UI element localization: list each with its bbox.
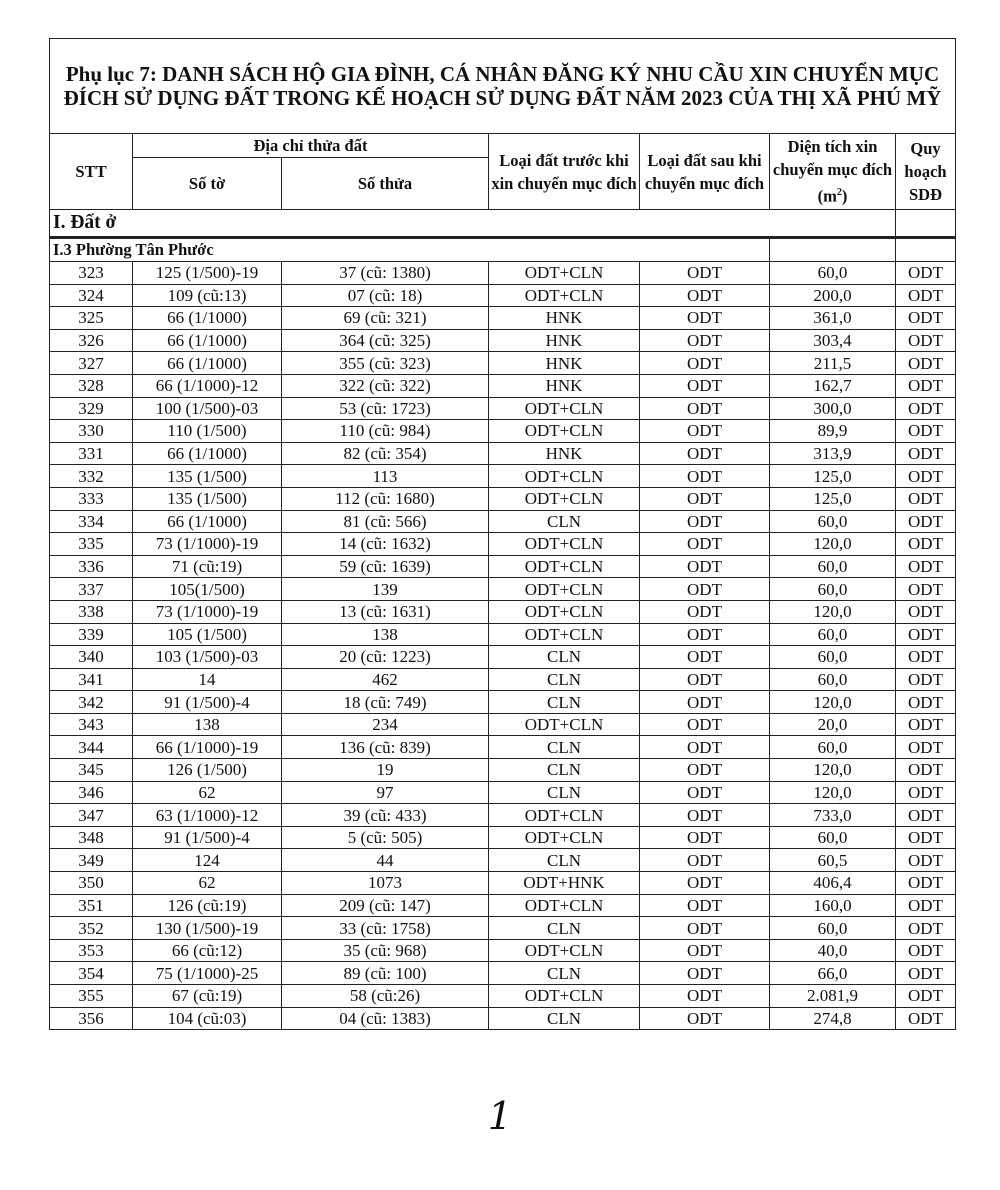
cell-land-type-after: ODT (640, 917, 770, 940)
cell-zoning: ODT (896, 307, 956, 330)
table-row (50, 465, 956, 488)
cell-zoning: ODT (896, 759, 956, 782)
header-sheet-number: Số tờ (133, 158, 282, 210)
cell-land-type-after: ODT (640, 397, 770, 420)
cell-area: 160,0 (770, 894, 896, 917)
cell-stt: 325 (50, 307, 133, 330)
table-row (50, 849, 956, 872)
cell-sheet-number: 130 (1/500)-19 (133, 917, 282, 940)
cell-zoning: ODT (896, 939, 956, 962)
table-row (50, 804, 956, 827)
cell-parcel-number: 07 (cũ: 18) (282, 284, 489, 307)
cell-area: 120,0 (770, 691, 896, 714)
table-row (50, 1007, 956, 1030)
table-row (50, 713, 956, 736)
cell-land-type-after: ODT (640, 849, 770, 872)
cell-stt: 347 (50, 804, 133, 827)
cell-area: 125,0 (770, 465, 896, 488)
cell-zoning: ODT (896, 781, 956, 804)
cell-land-type-after: ODT (640, 442, 770, 465)
cell-sheet-number: 66 (1/1000)-19 (133, 736, 282, 759)
cell-stt: 348 (50, 826, 133, 849)
cell-stt: 324 (50, 284, 133, 307)
cell-area: 313,9 (770, 442, 896, 465)
cell-area: 303,4 (770, 329, 896, 352)
table-row (50, 600, 956, 623)
cell-land-type-before: HNK (489, 329, 640, 352)
cell-parcel-number: 53 (cũ: 1723) (282, 397, 489, 420)
cell-area: 60,0 (770, 262, 896, 285)
table-row (50, 691, 956, 714)
cell-stt: 351 (50, 894, 133, 917)
cell-land-type-after: ODT (640, 668, 770, 691)
cell-land-type-before: HNK (489, 374, 640, 397)
cell-stt: 354 (50, 962, 133, 985)
cell-parcel-number: 69 (cũ: 321) (282, 307, 489, 330)
cell-land-type-before: ODT+CLN (489, 894, 640, 917)
cell-area: 300,0 (770, 397, 896, 420)
cell-sheet-number: 66 (1/1000) (133, 307, 282, 330)
cell-sheet-number: 66 (1/1000) (133, 352, 282, 375)
cell-area: 733,0 (770, 804, 896, 827)
table-row (50, 962, 956, 985)
cell-sheet-number: 124 (133, 849, 282, 872)
table-row (50, 646, 956, 669)
cell-stt: 329 (50, 397, 133, 420)
cell-parcel-number: 355 (cũ: 323) (282, 352, 489, 375)
cell-parcel-number: 209 (cũ: 147) (282, 894, 489, 917)
cell-land-type-before: ODT+CLN (489, 578, 640, 601)
cell-stt: 326 (50, 329, 133, 352)
cell-zoning: ODT (896, 510, 956, 533)
cell-zoning: ODT (896, 713, 956, 736)
cell-area: 60,0 (770, 510, 896, 533)
cell-area: 120,0 (770, 759, 896, 782)
cell-area: 60,0 (770, 578, 896, 601)
cell-sheet-number: 110 (1/500) (133, 420, 282, 443)
cell-land-type-before: ODT+CLN (489, 487, 640, 510)
cell-parcel-number: 234 (282, 713, 489, 736)
table-row (50, 487, 956, 510)
cell-parcel-number: 322 (cũ: 322) (282, 374, 489, 397)
cell-land-type-after: ODT (640, 985, 770, 1008)
header-land-type-before: Loại đất trước khi xin chuyển mục đích (489, 134, 640, 210)
section-empty-cell (896, 210, 956, 238)
table-row (50, 262, 956, 285)
cell-sheet-number: 126 (cũ:19) (133, 894, 282, 917)
cell-land-type-before: ODT+CLN (489, 262, 640, 285)
cell-parcel-number: 136 (cũ: 839) (282, 736, 489, 759)
cell-stt: 334 (50, 510, 133, 533)
cell-land-type-after: ODT (640, 510, 770, 533)
cell-stt: 327 (50, 352, 133, 375)
cell-parcel-number: 44 (282, 849, 489, 872)
cell-stt: 330 (50, 420, 133, 443)
cell-area: 274,8 (770, 1007, 896, 1030)
cell-zoning: ODT (896, 826, 956, 849)
cell-stt: 345 (50, 759, 133, 782)
cell-land-type-after: ODT (640, 262, 770, 285)
cell-stt: 343 (50, 713, 133, 736)
cell-zoning: ODT (896, 442, 956, 465)
cell-area: 120,0 (770, 781, 896, 804)
cell-parcel-number: 58 (cũ:26) (282, 985, 489, 1008)
cell-area: 120,0 (770, 533, 896, 556)
cell-stt: 353 (50, 939, 133, 962)
cell-land-type-after: ODT (640, 600, 770, 623)
cell-parcel-number: 138 (282, 623, 489, 646)
cell-stt: 344 (50, 736, 133, 759)
cell-stt: 342 (50, 691, 133, 714)
cell-stt: 355 (50, 985, 133, 1008)
cell-land-type-after: ODT (640, 555, 770, 578)
table-row (50, 759, 956, 782)
cell-land-type-before: ODT+CLN (489, 284, 640, 307)
cell-parcel-number: 04 (cũ: 1383) (282, 1007, 489, 1030)
cell-area: 60,0 (770, 826, 896, 849)
subsection-empty-zoning (896, 238, 956, 262)
header-parcel-number: Số thửa (282, 158, 489, 210)
cell-sheet-number: 109 (cũ:13) (133, 284, 282, 307)
cell-sheet-number: 138 (133, 713, 282, 736)
header-area-sup: 2 (836, 187, 842, 199)
cell-area: 162,7 (770, 374, 896, 397)
cell-sheet-number: 126 (1/500) (133, 759, 282, 782)
cell-land-type-before: ODT+CLN (489, 713, 640, 736)
cell-zoning: ODT (896, 872, 956, 895)
cell-sheet-number: 135 (1/500) (133, 465, 282, 488)
table-row (50, 420, 956, 443)
cell-zoning: ODT (896, 917, 956, 940)
cell-stt: 339 (50, 623, 133, 646)
cell-land-type-before: ODT+CLN (489, 804, 640, 827)
cell-area: 40,0 (770, 939, 896, 962)
cell-area: 406,4 (770, 872, 896, 895)
cell-land-type-after: ODT (640, 872, 770, 895)
cell-land-type-before: CLN (489, 917, 640, 940)
cell-land-type-after: ODT (640, 533, 770, 556)
cell-sheet-number: 67 (cũ:19) (133, 985, 282, 1008)
cell-zoning: ODT (896, 962, 956, 985)
cell-land-type-after: ODT (640, 939, 770, 962)
cell-land-type-before: ODT+CLN (489, 397, 640, 420)
cell-parcel-number: 35 (cũ: 968) (282, 939, 489, 962)
cell-land-type-after: ODT (640, 465, 770, 488)
cell-stt: 337 (50, 578, 133, 601)
cell-parcel-number: 89 (cũ: 100) (282, 962, 489, 985)
cell-zoning: ODT (896, 465, 956, 488)
cell-land-type-before: HNK (489, 442, 640, 465)
cell-stt: 356 (50, 1007, 133, 1030)
cell-land-type-after: ODT (640, 962, 770, 985)
table-row (50, 985, 956, 1008)
cell-land-type-after: ODT (640, 713, 770, 736)
section-row (50, 210, 956, 238)
cell-parcel-number: 113 (282, 465, 489, 488)
cell-land-type-before: ODT+CLN (489, 420, 640, 443)
header-zoning: Quy hoạch SDĐ (896, 134, 956, 210)
cell-stt: 336 (50, 555, 133, 578)
cell-area: 60,5 (770, 849, 896, 872)
cell-sheet-number: 125 (1/500)-19 (133, 262, 282, 285)
cell-sheet-number: 66 (cũ:12) (133, 939, 282, 962)
header-stt: STT (50, 134, 133, 210)
cell-zoning: ODT (896, 894, 956, 917)
cell-stt: 333 (50, 487, 133, 510)
table-row (50, 284, 956, 307)
cell-land-type-before: HNK (489, 352, 640, 375)
cell-area: 60,0 (770, 555, 896, 578)
cell-land-type-before: ODT+CLN (489, 826, 640, 849)
cell-land-type-before: ODT+CLN (489, 623, 640, 646)
document-page (49, 38, 955, 1030)
cell-zoning: ODT (896, 397, 956, 420)
cell-zoning: ODT (896, 352, 956, 375)
cell-land-type-before: ODT+CLN (489, 465, 640, 488)
table-row (50, 510, 956, 533)
document-title: Phụ lục 7: DANH SÁCH HỘ GIA ĐÌNH, CÁ NHÂN ĐĂNG KÝ NHU CẦU XIN CHUYỂN MỤC ĐÍCH SỬ DỤNG ĐẤT TRONG KẾ HOẠCH SỬ DỤNG ĐẤT NĂM 2023 CỦA THỊ XÃ PHÚ MỸ (50, 39, 956, 134)
table-row (50, 736, 956, 759)
cell-land-type-before: CLN (489, 736, 640, 759)
cell-sheet-number: 75 (1/1000)-25 (133, 962, 282, 985)
cell-zoning: ODT (896, 646, 956, 669)
cell-land-type-after: ODT (640, 646, 770, 669)
cell-parcel-number: 82 (cũ: 354) (282, 442, 489, 465)
cell-area: 60,0 (770, 646, 896, 669)
cell-area: 20,0 (770, 713, 896, 736)
cell-parcel-number: 97 (282, 781, 489, 804)
cell-zoning: ODT (896, 691, 956, 714)
cell-land-type-after: ODT (640, 736, 770, 759)
table-row (50, 352, 956, 375)
cell-land-type-before: ODT+CLN (489, 939, 640, 962)
cell-sheet-number: 105 (1/500) (133, 623, 282, 646)
cell-stt: 332 (50, 465, 133, 488)
table-row (50, 307, 956, 330)
cell-parcel-number: 81 (cũ: 566) (282, 510, 489, 533)
subsection-label: I.3 Phường Tân Phước (50, 238, 770, 262)
cell-stt: 341 (50, 668, 133, 691)
cell-sheet-number: 135 (1/500) (133, 487, 282, 510)
table-row (50, 555, 956, 578)
cell-zoning: ODT (896, 600, 956, 623)
cell-parcel-number: 462 (282, 668, 489, 691)
section-label: I. Đất ở (50, 210, 896, 238)
cell-area: 60,0 (770, 736, 896, 759)
cell-zoning: ODT (896, 420, 956, 443)
cell-sheet-number: 71 (cũ:19) (133, 555, 282, 578)
cell-parcel-number: 33 (cũ: 1758) (282, 917, 489, 940)
cell-parcel-number: 18 (cũ: 749) (282, 691, 489, 714)
cell-land-type-before: HNK (489, 307, 640, 330)
cell-land-type-before: CLN (489, 646, 640, 669)
table-row (50, 442, 956, 465)
cell-sheet-number: 66 (1/1000) (133, 510, 282, 533)
cell-zoning: ODT (896, 533, 956, 556)
cell-zoning: ODT (896, 849, 956, 872)
cell-parcel-number: 1073 (282, 872, 489, 895)
cell-parcel-number: 39 (cũ: 433) (282, 804, 489, 827)
cell-zoning: ODT (896, 985, 956, 1008)
cell-land-type-before: CLN (489, 849, 640, 872)
cell-sheet-number: 62 (133, 781, 282, 804)
cell-land-type-after: ODT (640, 578, 770, 601)
cell-land-type-before: ODT+CLN (489, 985, 640, 1008)
cell-zoning: ODT (896, 668, 956, 691)
cell-parcel-number: 139 (282, 578, 489, 601)
cell-area: 211,5 (770, 352, 896, 375)
cell-zoning: ODT (896, 555, 956, 578)
cell-land-type-before: ODT+CLN (489, 533, 640, 556)
cell-stt: 338 (50, 600, 133, 623)
cell-sheet-number: 73 (1/1000)-19 (133, 533, 282, 556)
cell-stt: 346 (50, 781, 133, 804)
table-row (50, 781, 956, 804)
cell-zoning: ODT (896, 374, 956, 397)
cell-sheet-number: 100 (1/500)-03 (133, 397, 282, 420)
cell-stt: 331 (50, 442, 133, 465)
cell-zoning: ODT (896, 262, 956, 285)
subsection-empty-area (770, 238, 896, 262)
cell-land-type-before: ODT+HNK (489, 872, 640, 895)
cell-sheet-number: 63 (1/1000)-12 (133, 804, 282, 827)
cell-stt: 328 (50, 374, 133, 397)
cell-zoning: ODT (896, 804, 956, 827)
cell-parcel-number: 59 (cũ: 1639) (282, 555, 489, 578)
cell-land-type-after: ODT (640, 691, 770, 714)
table-row (50, 623, 956, 646)
subsection-row (50, 238, 956, 262)
table-row (50, 397, 956, 420)
cell-zoning: ODT (896, 623, 956, 646)
cell-parcel-number: 5 (cũ: 505) (282, 826, 489, 849)
cell-area: 125,0 (770, 487, 896, 510)
cell-land-type-after: ODT (640, 374, 770, 397)
cell-land-type-after: ODT (640, 826, 770, 849)
header-area-suffix: ) (841, 186, 848, 206)
cell-area: 60,0 (770, 668, 896, 691)
cell-stt: 340 (50, 646, 133, 669)
cell-land-type-before: CLN (489, 962, 640, 985)
cell-stt: 350 (50, 872, 133, 895)
header-area-prefix: Diện tích xin chuyển mục đích (m (772, 137, 893, 206)
cell-parcel-number: 110 (cũ: 984) (282, 420, 489, 443)
table-row (50, 894, 956, 917)
cell-land-type-after: ODT (640, 804, 770, 827)
cell-zoning: ODT (896, 578, 956, 601)
cell-parcel-number: 37 (cũ: 1380) (282, 262, 489, 285)
cell-area: 89,9 (770, 420, 896, 443)
cell-area: 60,0 (770, 623, 896, 646)
cell-stt: 349 (50, 849, 133, 872)
cell-land-type-after: ODT (640, 307, 770, 330)
cell-area: 2.081,9 (770, 985, 896, 1008)
cell-land-type-before: CLN (489, 781, 640, 804)
cell-land-type-after: ODT (640, 420, 770, 443)
cell-land-type-before: CLN (489, 759, 640, 782)
cell-land-type-after: ODT (640, 487, 770, 510)
cell-area: 200,0 (770, 284, 896, 307)
cell-area: 60,0 (770, 917, 896, 940)
cell-parcel-number: 364 (cũ: 325) (282, 329, 489, 352)
cell-stt: 335 (50, 533, 133, 556)
table-row (50, 939, 956, 962)
cell-sheet-number: 73 (1/1000)-19 (133, 600, 282, 623)
header-area (770, 134, 896, 210)
cell-sheet-number: 104 (cũ:03) (133, 1007, 282, 1030)
cell-area: 361,0 (770, 307, 896, 330)
cell-land-type-after: ODT (640, 894, 770, 917)
page-number: 1 (487, 1094, 513, 1138)
cell-land-type-after: ODT (640, 759, 770, 782)
cell-area: 120,0 (770, 600, 896, 623)
cell-sheet-number: 66 (1/1000) (133, 442, 282, 465)
cell-parcel-number: 20 (cũ: 1223) (282, 646, 489, 669)
cell-zoning: ODT (896, 487, 956, 510)
cell-sheet-number: 105(1/500) (133, 578, 282, 601)
cell-sheet-number: 66 (1/1000)-12 (133, 374, 282, 397)
cell-zoning: ODT (896, 329, 956, 352)
cell-stt: 323 (50, 262, 133, 285)
cell-parcel-number: 112 (cũ: 1680) (282, 487, 489, 510)
table-row (50, 533, 956, 556)
cell-zoning: ODT (896, 284, 956, 307)
cell-land-type-after: ODT (640, 329, 770, 352)
table-row (50, 826, 956, 849)
cell-land-type-after: ODT (640, 1007, 770, 1030)
cell-parcel-number: 13 (cũ: 1631) (282, 600, 489, 623)
cell-zoning: ODT (896, 1007, 956, 1030)
cell-sheet-number: 62 (133, 872, 282, 895)
cell-sheet-number: 91 (1/500)-4 (133, 691, 282, 714)
cell-stt: 352 (50, 917, 133, 940)
cell-land-type-before: CLN (489, 510, 640, 533)
table-row (50, 374, 956, 397)
cell-land-type-after: ODT (640, 284, 770, 307)
table-row (50, 872, 956, 895)
cell-land-type-before: CLN (489, 691, 640, 714)
cell-land-type-before: ODT+CLN (489, 555, 640, 578)
cell-land-type-before: CLN (489, 668, 640, 691)
cell-land-type-after: ODT (640, 781, 770, 804)
table-row (50, 917, 956, 940)
cell-parcel-number: 19 (282, 759, 489, 782)
cell-parcel-number: 14 (cũ: 1632) (282, 533, 489, 556)
cell-sheet-number: 66 (1/1000) (133, 329, 282, 352)
table-row (50, 329, 956, 352)
header-land-type-after: Loại đất sau khi chuyển mục đích (640, 134, 770, 210)
cell-sheet-number: 91 (1/500)-4 (133, 826, 282, 849)
cell-land-type-before: CLN (489, 1007, 640, 1030)
cell-sheet-number: 14 (133, 668, 282, 691)
header-address-group: Địa chỉ thửa đất (133, 134, 489, 158)
cell-land-type-after: ODT (640, 623, 770, 646)
cell-area: 66,0 (770, 962, 896, 985)
cell-zoning: ODT (896, 736, 956, 759)
cell-land-type-before: ODT+CLN (489, 600, 640, 623)
table-row (50, 668, 956, 691)
table-row (50, 578, 956, 601)
cell-sheet-number: 103 (1/500)-03 (133, 646, 282, 669)
cell-land-type-after: ODT (640, 352, 770, 375)
land-use-table (49, 38, 956, 1030)
